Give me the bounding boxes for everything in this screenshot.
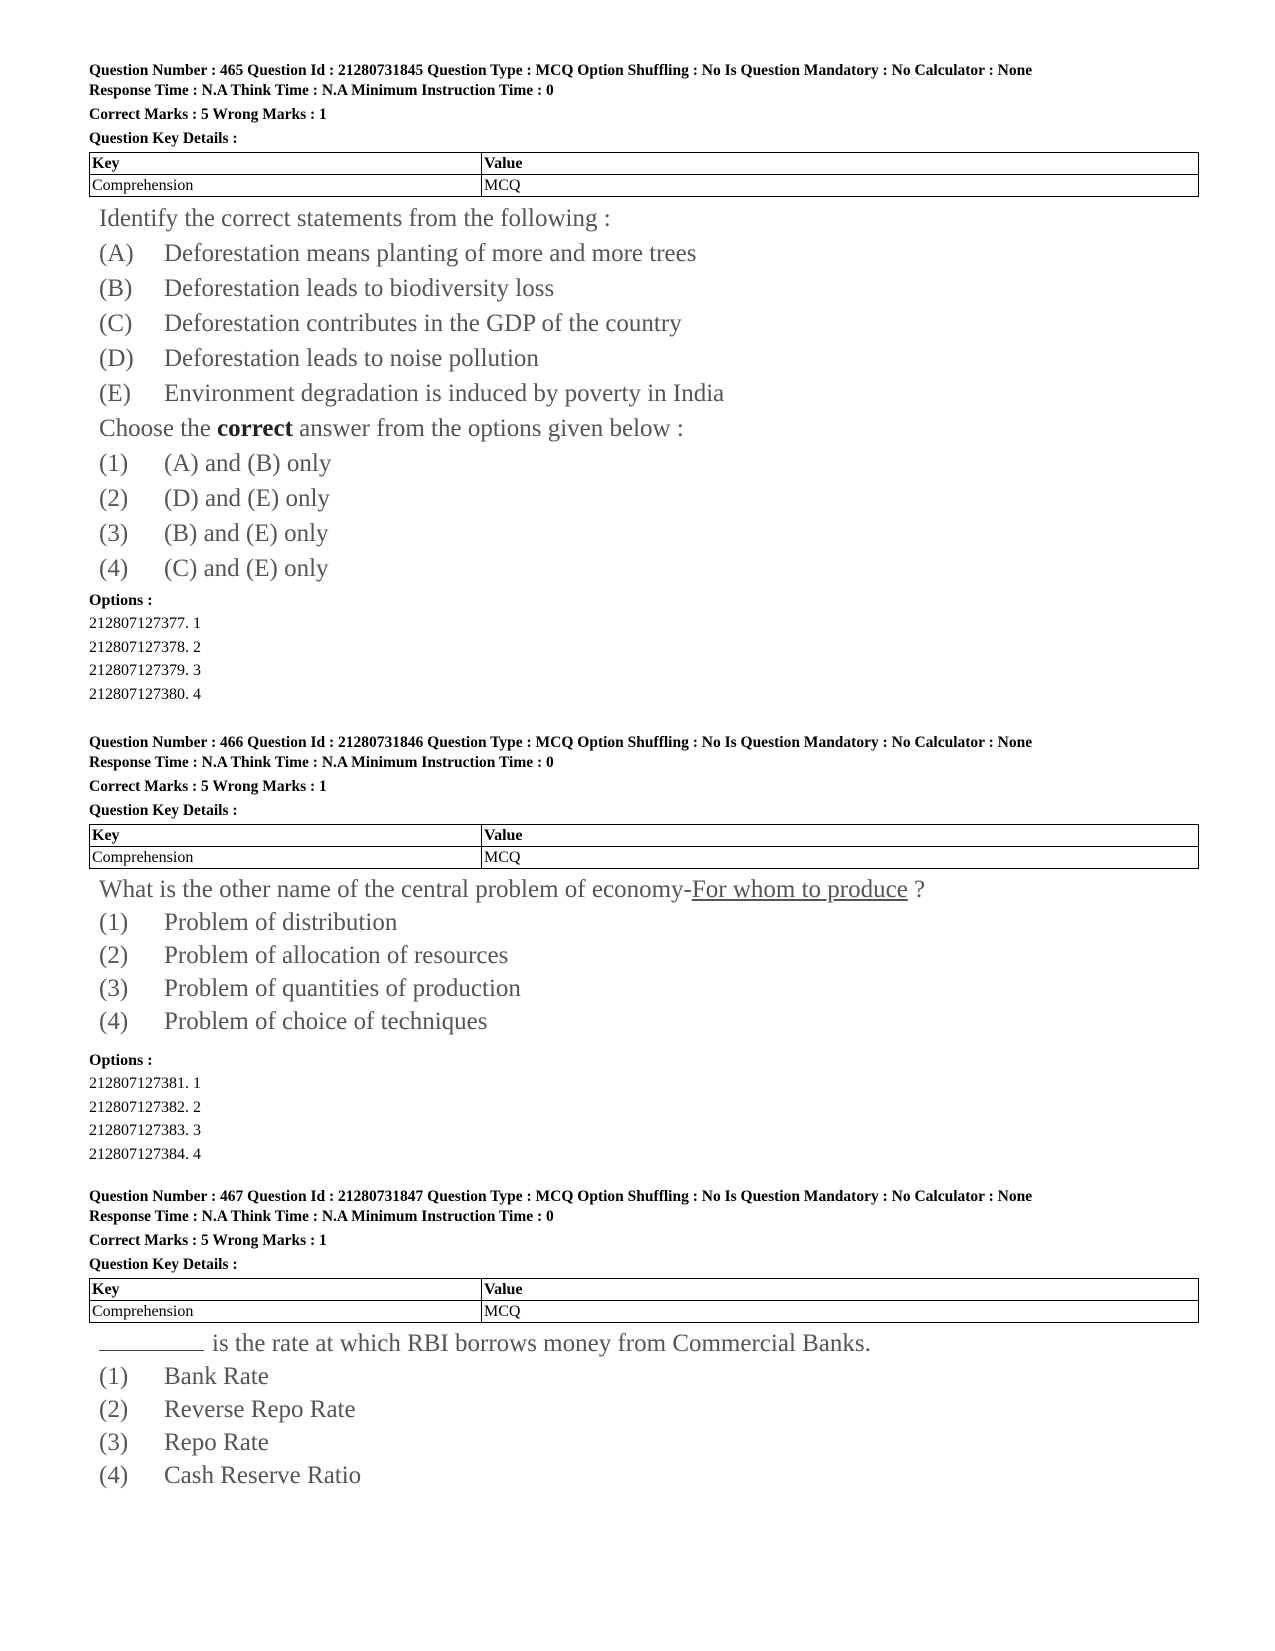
- table-row: [90, 847, 1199, 869]
- fill-in-blank: [99, 1328, 204, 1351]
- key-details-table: [89, 1278, 1199, 1323]
- statement-item: (B) Deforestation leads to biodiversity loss: [99, 275, 555, 302]
- statement-item: (D) Deforestation leads to noise pollution: [99, 345, 539, 372]
- question-stem: What is the other name of the central problem of economy-For whom to produce ?: [99, 876, 926, 903]
- table-header-row: [90, 153, 1199, 175]
- options-label: Options :: [89, 1052, 153, 1069]
- key-details-label: Question Key Details :: [89, 1256, 238, 1273]
- question-stem: Identify the correct statements from the following :: [99, 205, 611, 232]
- table-header-key: Key: [90, 825, 482, 847]
- table-row: [90, 1301, 1199, 1323]
- key-details-label: Question Key Details :: [89, 802, 238, 819]
- question-meta-line2: Response Time : N.A Think Time : N.A Minimum Instruction Time : 0: [89, 82, 554, 99]
- choice-item: (1) (A) and (B) only: [99, 450, 332, 477]
- choice-item: (3) Repo Rate: [99, 1429, 269, 1456]
- statement-item: (C) Deforestation contributes in the GDP of the country: [99, 310, 682, 337]
- table-header-key: Key: [90, 153, 482, 175]
- option-id-row: 212807127377. 1: [89, 615, 201, 632]
- table-cell-value: MCQ: [482, 1301, 1199, 1323]
- choose-instruction: Choose the correct answer from the options given below :: [99, 415, 684, 442]
- key-details-label: Question Key Details :: [89, 130, 238, 147]
- key-details-table: [89, 152, 1199, 197]
- choice-item: (2) (D) and (E) only: [99, 485, 330, 512]
- choice-item: (1) Bank Rate: [99, 1363, 269, 1390]
- question-scan-image: [89, 1327, 1199, 1492]
- table-header-row: [90, 1279, 1199, 1301]
- question-scan-image: [89, 201, 1199, 586]
- marks-line: Correct Marks : 5 Wrong Marks : 1: [89, 778, 327, 795]
- option-id-row: 212807127383. 3: [89, 1122, 201, 1139]
- choice-item: (2) Problem of allocation of resources: [99, 942, 509, 969]
- question-scan-image: [89, 873, 1199, 1038]
- question-meta-line2: Response Time : N.A Think Time : N.A Minimum Instruction Time : 0: [89, 754, 554, 771]
- choice-item: (3) Problem of quantities of production: [99, 975, 521, 1002]
- option-id-row: 212807127380. 4: [89, 685, 201, 703]
- table-cell-key: Comprehension: [90, 1301, 482, 1323]
- choice-item: (3) (B) and (E) only: [99, 520, 329, 547]
- table-header-value: Value: [482, 825, 1199, 847]
- option-id-row: 212807127384. 4: [89, 1145, 201, 1163]
- key-details-table: [89, 824, 1199, 869]
- choice-item: (4) Cash Reserve Ratio: [99, 1462, 362, 1489]
- options-label: Options :: [89, 592, 153, 609]
- option-id-row: 212807127381. 1: [89, 1075, 201, 1092]
- table-cell-value: MCQ: [482, 847, 1199, 869]
- choice-item: (2) Reverse Repo Rate: [99, 1396, 356, 1423]
- question-465: [89, 61, 1199, 706]
- table-cell-key: Comprehension: [90, 847, 482, 869]
- table-row: [90, 175, 1199, 197]
- table-header-value: Value: [482, 153, 1199, 175]
- table-header-row: [90, 825, 1199, 847]
- question-meta-line1: Question Number : 466 Question Id : 21280731846 Question Type : MCQ Option Shuffling : No Is Question Mandatory : No Calculator : None: [89, 734, 1033, 751]
- option-id-row: 212807127382. 2: [89, 1098, 201, 1116]
- table-cell-key: Comprehension: [90, 175, 482, 197]
- marks-line: Correct Marks : 5 Wrong Marks : 1: [89, 106, 327, 123]
- question-meta-line1: Question Number : 467 Question Id : 21280731847 Question Type : MCQ Option Shuffling : No Is Question Mandatory : No Calculator : None: [89, 1188, 1033, 1205]
- table-cell-value: MCQ: [482, 175, 1199, 197]
- choice-item: (4) Problem of choice of techniques: [99, 1008, 488, 1035]
- question-meta-line1: Question Number : 465 Question Id : 21280731845 Question Type : MCQ Option Shuffling : No Is Question Mandatory : No Calculator : None: [89, 62, 1033, 79]
- statement-item: (A) Deforestation means planting of more and more trees: [99, 240, 697, 267]
- option-id-row: 212807127379. 3: [89, 662, 201, 679]
- choice-item: (4) (C) and (E) only: [99, 555, 329, 582]
- question-467: [89, 1187, 1199, 1492]
- question-466: [89, 733, 1199, 1166]
- table-header-key: Key: [90, 1279, 482, 1301]
- question-meta-line2: Response Time : N.A Think Time : N.A Minimum Instruction Time : 0: [89, 1208, 554, 1225]
- choice-item: (1) Problem of distribution: [99, 909, 398, 936]
- option-id-row: 212807127378. 2: [89, 638, 201, 656]
- statement-item: (E) Environment degradation is induced by poverty in India: [99, 380, 725, 407]
- question-stem: is the rate at which RBI borrows money from Commercial Banks.: [99, 1327, 1199, 1360]
- marks-line: Correct Marks : 5 Wrong Marks : 1: [89, 1232, 327, 1249]
- table-header-value: Value: [482, 1279, 1199, 1301]
